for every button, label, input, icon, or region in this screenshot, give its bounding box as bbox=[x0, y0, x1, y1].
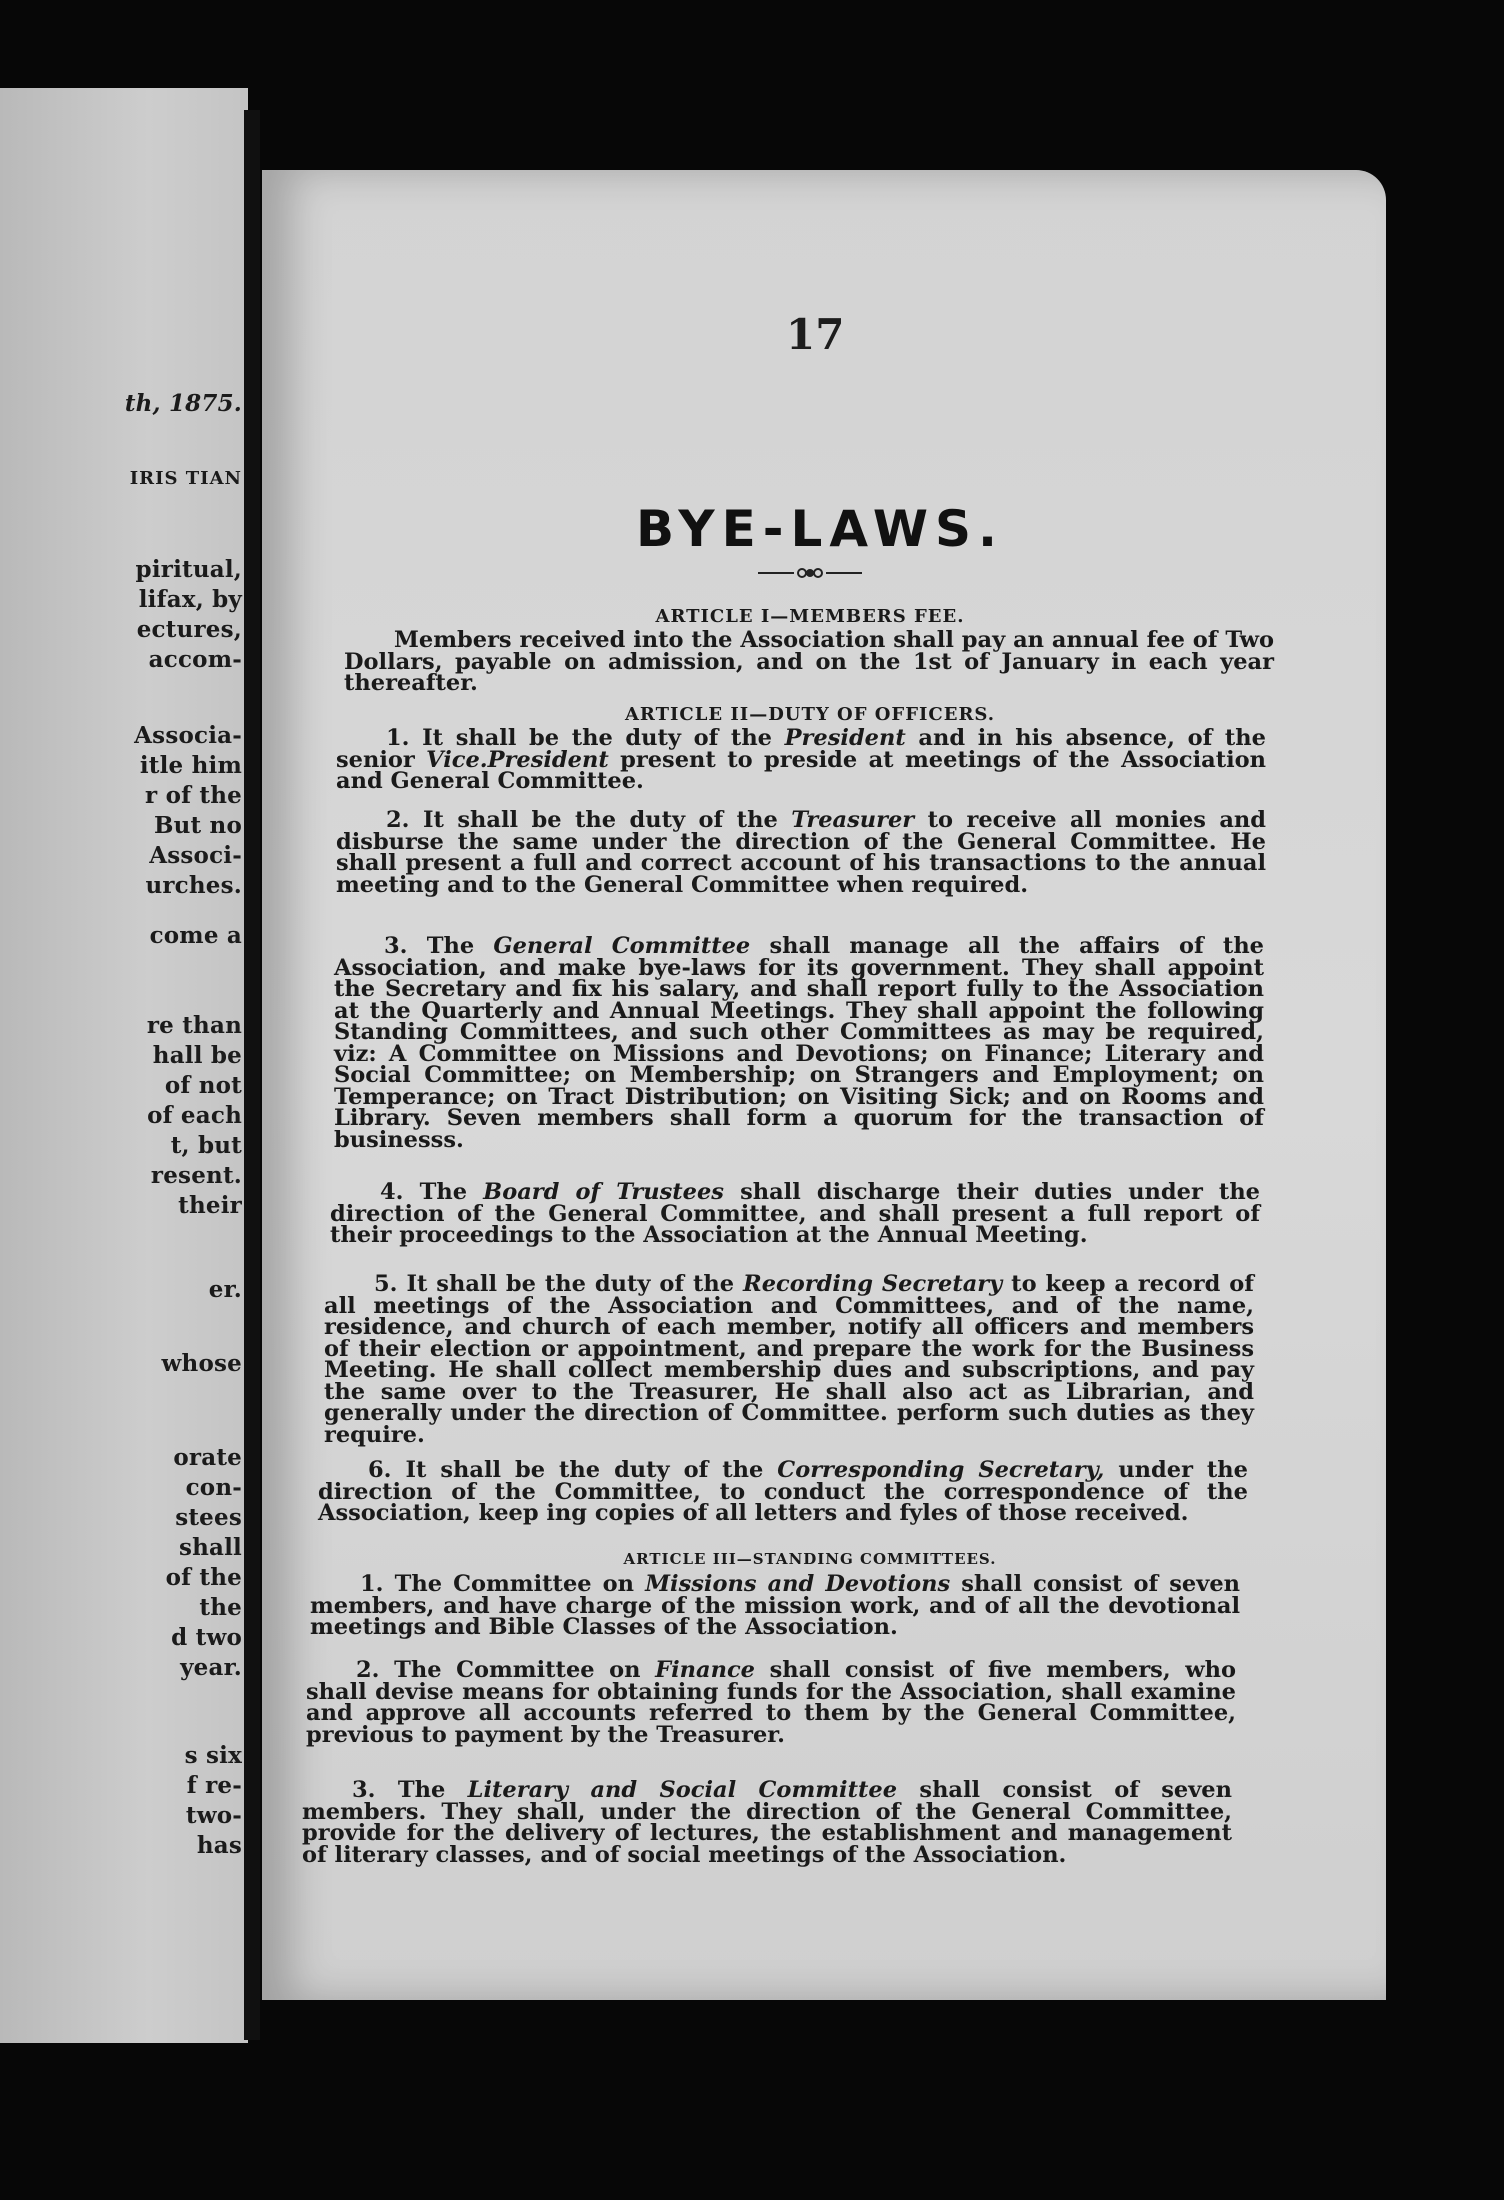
left-page-line: ectures, bbox=[136, 616, 242, 643]
left-page-line: itle him bbox=[139, 752, 242, 779]
article-1-heading: ARTICLE I—MEMBERS FEE. bbox=[655, 606, 965, 627]
left-page-line: er. bbox=[208, 1276, 242, 1303]
article-3-clause-2: 2. The Committee on Finance shall consist of five members, who shall devise means for obtaining funds for the Association, shall examine and approve all accounts referred to them by the General Committee, previous to payment by the Treasurer. bbox=[306, 1657, 1236, 1748]
left-page-line: Associ- bbox=[149, 842, 242, 869]
article-2-clause-5: 5. It shall be the duty of the Recording Secretary to keep a record of all meetings of the Association and Committees, and of the name, residence, and church of each member, notify all officers and members of their election or appointment, and prepare the work for the Business Meeting. He shall collect membership dues and subscriptions, and pay the same over to the Treasurer, He shall also act as Librarian, and generally under the direction of Committee. perform such duties as they require. bbox=[324, 1271, 1254, 1448]
left-page-line: stees bbox=[175, 1504, 242, 1531]
left-page-line: d two bbox=[171, 1624, 242, 1651]
article-2-clause-1: 1. It shall be the duty of the President and in his absence, of the senior Vice.President present to preside at meetings of the Association and General Committee. bbox=[336, 725, 1267, 794]
article-2-clause-2: 2. It shall be the duty of the Treasurer to receive all monies and disburse the same under the direction of the General Committee. He shall present a full and correct account of his transactions to the annual meeting and to the General Committee when required. bbox=[336, 807, 1267, 898]
book-gutter bbox=[244, 110, 260, 2040]
left-page-line: come a bbox=[149, 922, 242, 949]
left-page-line: resent. bbox=[150, 1162, 242, 1189]
left-page-line: their bbox=[178, 1192, 242, 1219]
left-page-line: r of the bbox=[145, 782, 242, 809]
article-2-clause-3: 3. The General Committee shall manage all the affairs of the Association, and make bye-laws for its government. They shall appoint the Secretary and fix his salary, and shall report fully to the Association at the Quarterly and Annual Meetings. They shall appoint the following Standing Committees, and such other Committees as may be required, viz: A Committee on Missions and Devotions; on Finance; Literary and Social Committee; on Membership; on Strangers and Employment; on Temperance; on Tract Distribution; on Visiting Sick; and on Rooms and Library. Seven members shall form a quorum for the transaction of businesss. bbox=[334, 933, 1264, 1153]
article-3-clause-1: 1. The Committee on Missions and Devotions shall consist of seven members, and have charge of the mission work, and of all the devotional meetings and Bible Classes of the Association. bbox=[310, 1571, 1240, 1640]
article-2-clause-4: 4. The Board of Trustees shall discharge their duties under the direction of the General Committee, and shall present a full report of their proceedings to the Association at the Annual Meeting. bbox=[330, 1179, 1260, 1248]
left-page-line: piritual, bbox=[135, 556, 242, 583]
left-page-line: of the bbox=[165, 1564, 242, 1591]
left-page-line: lifax, by bbox=[138, 586, 242, 613]
article-1-text: Members received into the Association shall pay an annual fee of Two Dollars, payable on admission, and on the 1st of January in each year thereafter. bbox=[344, 627, 1274, 696]
left-page-line: IRIS TIAN bbox=[129, 468, 242, 489]
ornament-divider bbox=[758, 566, 862, 580]
left-page-line: But no bbox=[153, 812, 242, 839]
left-page-line: the bbox=[199, 1594, 242, 1621]
left-page-line: shall bbox=[178, 1534, 242, 1561]
page-title: BYE-LAWS. bbox=[636, 500, 1004, 558]
article-3-heading: ARTICLE III—STANDING COMMITTEES. bbox=[623, 1550, 997, 1568]
left-facing-page bbox=[0, 88, 248, 2043]
left-page-line: year. bbox=[180, 1654, 242, 1681]
article-3-clause-3: 3. The Literary and Social Committee shall consist of seven members. They shall, under the direction of the General Committee, provide for the delivery of lectures, the establishment and management of literary classes, and of social meetings of the Association. bbox=[302, 1777, 1232, 1868]
left-page-line: of each bbox=[147, 1102, 242, 1129]
left-page-line: urches. bbox=[145, 872, 242, 899]
page-number: 17 bbox=[786, 310, 845, 359]
left-page-line: hall be bbox=[152, 1042, 242, 1069]
article-2-heading: ARTICLE II—DUTY OF OFFICERS. bbox=[624, 704, 996, 725]
left-page-line: has bbox=[196, 1832, 242, 1859]
left-page-line: of not bbox=[164, 1072, 242, 1099]
left-page-line: con- bbox=[185, 1474, 242, 1501]
article-2-clause-6: 6. It shall be the duty of the Corresponding Secretary, under the direction of the Committee, to conduct the correspondence of the Association, keep ing copies of all letters and fyles of those received. bbox=[318, 1457, 1248, 1526]
left-page-line: orate bbox=[173, 1444, 242, 1471]
left-page-line: s six bbox=[184, 1742, 242, 1769]
left-page-line: accom- bbox=[148, 646, 242, 673]
left-page-line: re than bbox=[146, 1012, 242, 1039]
left-page-line: th, 1875. bbox=[124, 390, 242, 417]
left-page-line: whose bbox=[161, 1350, 242, 1377]
left-page-line: f re- bbox=[186, 1772, 242, 1799]
left-page-line: two- bbox=[185, 1802, 242, 1829]
left-page-line: t, but bbox=[170, 1132, 242, 1159]
left-page-line: Associa- bbox=[134, 722, 242, 749]
